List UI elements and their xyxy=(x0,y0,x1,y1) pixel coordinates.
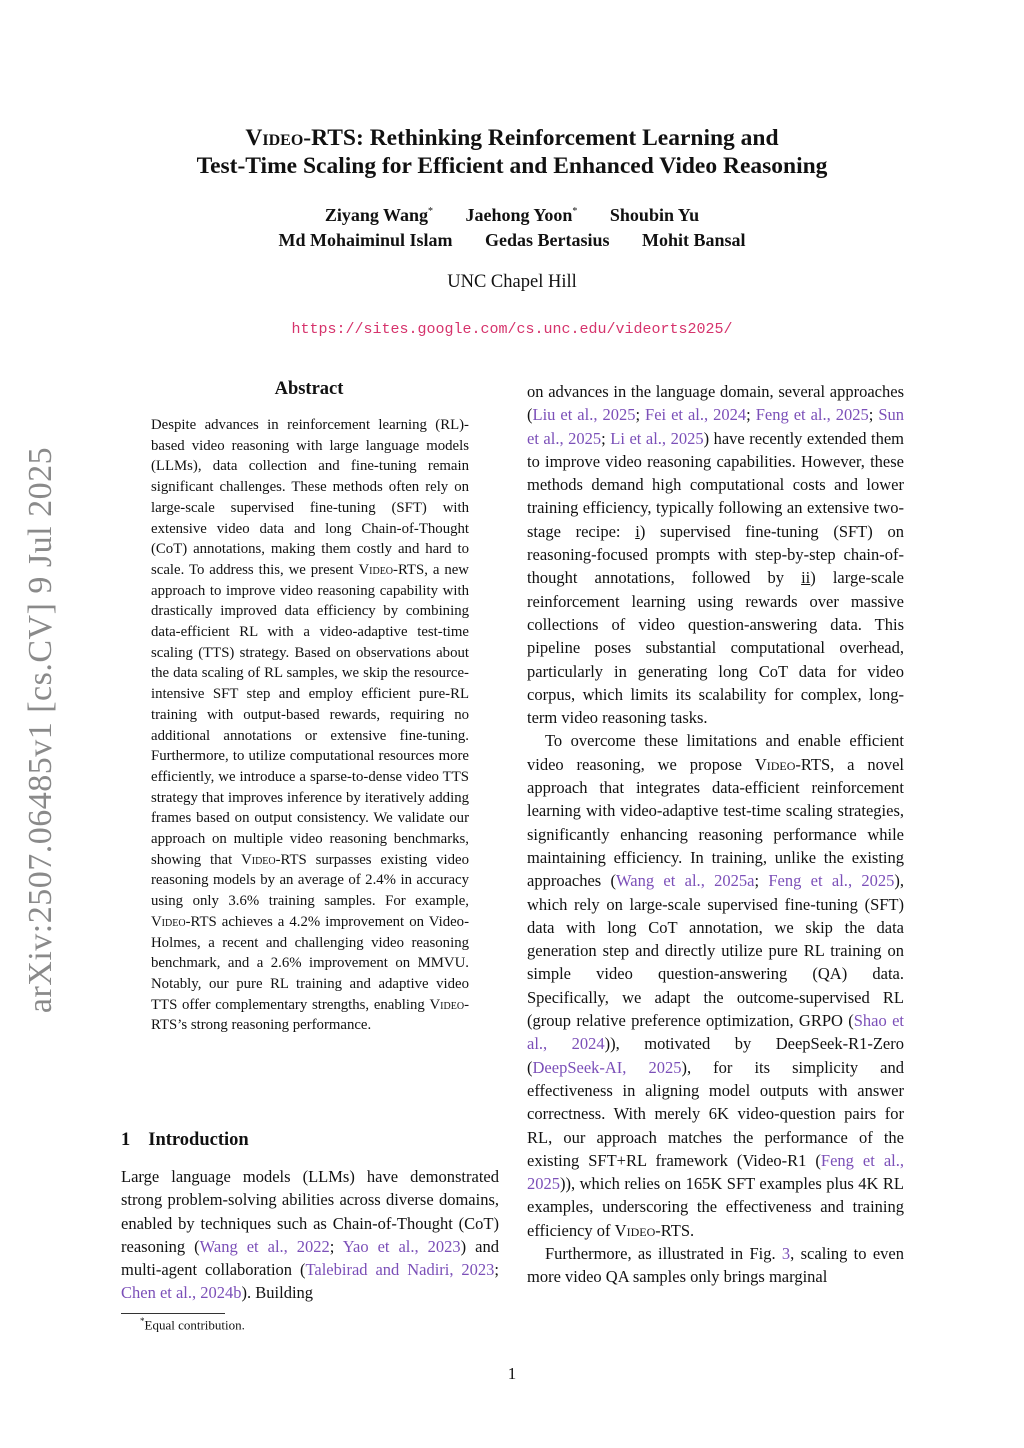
right-column xyxy=(527,380,904,1289)
author: Jaehong Yoon* xyxy=(465,205,578,225)
section-heading-introduction xyxy=(121,1130,249,1151)
citation-link[interactable]: Fei et al., 2024 xyxy=(645,405,747,425)
author: Shoubin Yu xyxy=(609,205,700,225)
author-row-1 xyxy=(120,199,904,228)
citation-link[interactable]: Liu et al., 2025 xyxy=(532,405,636,425)
author: Gedas Bertasius xyxy=(484,230,610,250)
citation-link[interactable]: Wang et al., 2022 xyxy=(199,1236,330,1256)
author: Md Mohaiminul Islam xyxy=(278,230,453,250)
page-number: 1 xyxy=(507,1364,517,1383)
author: Mohit Bansal xyxy=(642,230,746,250)
citation-link[interactable]: DeepSeek-AI, 2025 xyxy=(532,1057,682,1077)
section-title: Introduction xyxy=(148,1130,249,1150)
abstract-body: Despite advances in reinforcement learning (RL)-based video reasoning with large language models (LLMs), data collection and fine-tuning remain significant challenges. These methods often rely on large-scale supervised fine-tuning (SFT) with extensive video data and long Chain-of-Thought (CoT) annotations, making them costly and hard to scale. To address this, we present Video-RTS, a new approach to improve video reasoning capability with drastically improved data efficiency by combining data-efficient RL with a video-adaptive test-time scaling (TTS) strategy. Based on observations about the data scaling of RL samples, we skip the resource-intensive SFT step and employ efficient pure-RL training with output-based rewards, requiring no additional annotations or extensive fine-tuning. Furthermore, to utilize computational resources more efficiently, we introduce a sparse-to-dense video TTS strategy that improves inference by iteratively adding frames based on output consistency. We validate our approach on multiple video reasoning benchmarks, showing that Video-RTS surpasses existing video reasoning models by an average of 2.4% in accuracy using only 3.6% training samples. For example, Video-RTS achieves a 4.2% improvement on Video-Holmes, a recent and challenging video reasoning benchmark, and a 2.6% improvement on MMVU. Notably, our pure RL training and adaptive video TTS offer complementary strengths, enabling Video-RTS’s strong reasoning performance. xyxy=(151,417,469,1034)
paragraph: Furthermore, as illustrated in Fig. 3, scaling to even more video QA samples only brings marginal xyxy=(527,1243,904,1287)
equal-contribution-mark: * xyxy=(428,206,434,217)
footnote-rule xyxy=(121,1313,225,1314)
intro-paragraph: Large language models (LLMs) have demonstrated strong problem-solving abilities across diverse domains, enabled by techniques such as Chain-of-Thought (CoT) reasoning (Wang et al., 2022; Yao et al., 2023) and multi-agent collaboration (Talebirad and Nadiri, 2023; Chen et al., 2024b). Building xyxy=(121,1167,500,1303)
citation-link[interactable]: Sun et al., 2025 xyxy=(527,405,904,448)
citation-link[interactable]: Li et al., 2025 xyxy=(610,428,704,448)
author-list xyxy=(120,199,904,253)
citation-link[interactable]: Feng et al., 2025 xyxy=(755,405,869,425)
section-number: 1 xyxy=(121,1130,131,1150)
citation-link[interactable]: Wang et al., 2025a xyxy=(616,871,755,891)
project-url-link[interactable]: https://sites.google.com/cs.unc.edu/videorts2025/ xyxy=(291,321,733,338)
title-line2: Test-Time Scaling for Efficient and Enhanced Video Reasoning xyxy=(196,153,828,179)
equal-contribution-mark: * xyxy=(572,206,578,217)
author-row-2 xyxy=(120,228,904,253)
title-system-name: Video-RTS xyxy=(245,125,356,151)
paragraph: To overcome these limitations and enable efficient video reasoning, we propose Video-RTS, a novel approach that integrates data-efficient reinforcement learning with video-adaptive test-time scaling strategies, significantly enhancing reasoning performance while maintaining efficiency. In training, unlike the existing approaches (Wang et al., 2025a; Feng et al., 2025), which rely on large-scale supervised fine-tuning (SFT) data with long CoT annotation, we skip the data generation step and directly utilize pure RL training on simple video question-answering (QA) data. Specifically, we adapt the outcome-supervised RL (group relative preference optimization, GRPO (Shao et al., 2024)), motivated by DeepSeek-R1-Zero (DeepSeek-AI, 2025), for its simplicity and effectiveness in aligning model outputs with answer correctness. With merely 6K video-question pairs for RL, our approach matches the performance of the existing SFT+RL framework (Video-R1 (Feng et al., 2025)), which relies on 165K SFT examples plus 4K RL examples, underscoring the effectiveness and training efficiency of Video-RTS. xyxy=(527,731,904,1240)
figure-reference-link[interactable]: 3 xyxy=(781,1243,791,1263)
citation-link[interactable]: Talebirad and Nadiri, 2023 xyxy=(305,1260,495,1280)
paper-title xyxy=(120,124,904,180)
citation-link[interactable]: Feng et al., 2025 xyxy=(527,1150,904,1194)
title-line1: : Rethinking Reinforcement Learning and xyxy=(356,125,779,151)
affiliation: UNC Chapel Hill xyxy=(447,272,577,292)
citation-link[interactable]: Feng et al., 2025 xyxy=(768,871,895,891)
arxiv-sidebar xyxy=(16,440,66,1020)
citation-link[interactable]: Chen et al., 2024b xyxy=(121,1283,242,1303)
paragraph: on advances in the language domain, several approaches (Liu et al., 2025; Fei et al., 2024; Feng et al., 2025; Sun et al., 2025; Li et al., 2025) have recently extended them to improve video reasoning capabilities. However, these methods demand high computational costs and lower training efficiency, typically following an extensive two-stage recipe: i) supervised fine-tuning (SFT) on reasoning-focused prompts with step-by-step chain-of-thought annotations, followed by ii) large-scale reinforcement learning using rewards over massive collections of video question-answering data. This pipeline poses substantial computational overhead, particularly in generating long CoT data for video corpus, which limits its scalability for complex, long-term video reasoning tasks. xyxy=(527,382,905,728)
abstract-heading: Abstract xyxy=(274,379,344,399)
citation-link[interactable]: Yao et al., 2023 xyxy=(342,1236,461,1256)
citation-link[interactable]: Shao et al., 2024 xyxy=(527,1011,904,1054)
arxiv-identifier: arXiv:2507.06485v1 [cs.CV] 9 Jul 2025 xyxy=(22,446,59,1014)
author: Ziyang Wang* xyxy=(324,205,434,225)
footnote: *Equal contribution. xyxy=(140,1316,245,1333)
